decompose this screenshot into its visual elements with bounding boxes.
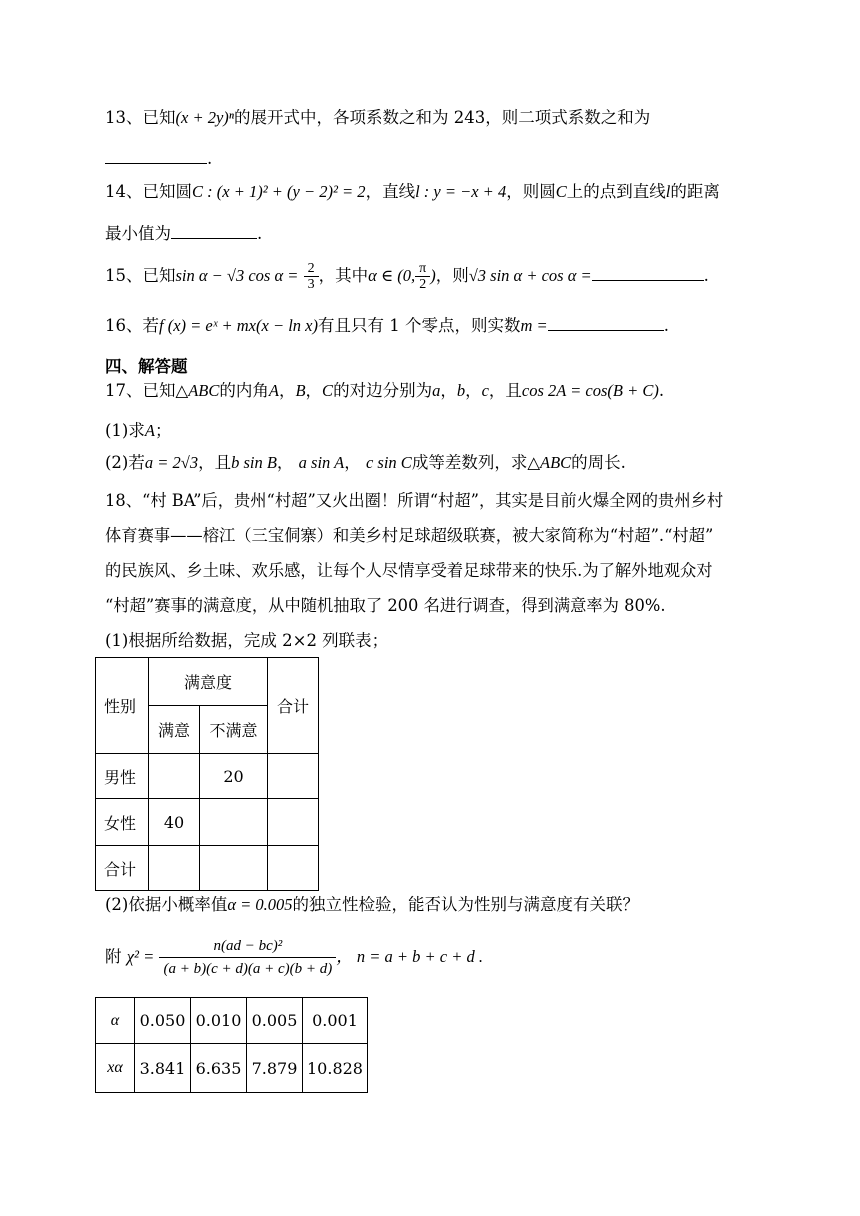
chi-square-fraction: $\frac{\text{n(ad − bc)²}}{(a + b)(c + d)(a + c)(b + d)}$: [159, 935, 336, 980]
q17-condition: cos 2A = cos(B + C): [521, 381, 659, 400]
table-cell[interactable]: [200, 799, 268, 846]
table-row: 男性 20: [96, 754, 319, 799]
q18-part-2: (2)依据小概率值α = 0.005的独立性检验，能否认为性别与满意度有关联？: [105, 895, 640, 914]
table-cell[interactable]: 20: [200, 754, 268, 799]
q18-line-2: 体育赛事——榕江（三宝侗寨）和美乡村足球超级联赛，被大家简称为“村超”.“村超”: [105, 526, 714, 545]
critical-value-table: [95, 997, 368, 1093]
question-14: 14、已知圆C : (x + 1)² + (y − 2)² = 2，直线l : y = −x + 4，则圆C上的点到直线l的距离: [105, 182, 720, 201]
table-row: 女性 40: [96, 799, 319, 846]
header-total: 合计: [268, 658, 319, 754]
header-gender: 性别: [96, 658, 149, 754]
q14-blank[interactable]: [171, 222, 257, 239]
q14-line-2: 最小值为 .: [105, 224, 263, 243]
question-13: [105, 106, 650, 130]
q17-part-1: (1)求A；: [105, 421, 172, 440]
q15-fraction: $\frac{2}{3}$: [304, 261, 319, 292]
question-15: 15、已知sin α − √3 cos α = $\frac{2}{3}$ ，其中α ∈ (0, $\frac{\pi}{2}$ )，则√3 sin α + cos α = .: [105, 261, 709, 292]
q13-prefix: 13、已知: [105, 108, 176, 127]
table-row: xα 3.841 6.635 7.879 10.828: [96, 1044, 368, 1093]
q14-line-equation: l : y = −x + 4: [415, 182, 507, 201]
q18-line-3: 的民族风、乡土味、欢乐感，让每个人尽情享受着足球带来的快乐.为了解外地观众对: [105, 561, 713, 580]
section-heading: 四、解答题: [105, 357, 188, 376]
header-satisfaction: 满意度: [149, 658, 268, 706]
header-satisfied: 满意: [149, 706, 200, 754]
q16-blank[interactable]: [548, 314, 664, 331]
q15-blank[interactable]: [592, 264, 704, 281]
q13-blank[interactable]: [105, 147, 207, 164]
q13-expression: (x + 2y)ⁿ: [175, 108, 234, 127]
table-cell[interactable]: [268, 799, 319, 846]
q15-pi-fraction: $\frac{\pi}{2}$: [415, 261, 430, 292]
table-cell[interactable]: [268, 846, 319, 891]
q13-text: 的展开式中，各项系数之和为 243，则二项式系数之和为: [233, 108, 651, 127]
q18-line-1: 18、“村 BA”后，贵州“村超”又火出圈！所谓“村超”，其实是目前火爆全网的贵州乡村: [105, 491, 724, 510]
header-unsatisfied: 不满意: [200, 706, 268, 754]
q14-circle-equation: C : (x + 1)² + (y − 2)² = 2: [192, 182, 366, 201]
q17-part-2: (2)若a = 2√3，且b sin B， a sin A， c sin C成等差数列，求△ABC的周长.: [105, 453, 626, 472]
table-cell[interactable]: [149, 846, 200, 891]
table-row: 合计: [96, 846, 319, 891]
table-cell[interactable]: [268, 754, 319, 799]
contingency-table: [95, 657, 319, 891]
question-16: 16、若f (x) = eˣ + mx(x − ln x)有且只有 1 个零点，则实数m = .: [105, 316, 669, 335]
table-cell[interactable]: 40: [149, 799, 200, 846]
q16-function: f (x) = eˣ + mx(x − ln x): [159, 316, 318, 335]
q13-answer-line: .: [105, 147, 212, 171]
q18-line-4: “村超”赛事的满意度，从中随机抽取了 200 名进行调查，得到满意率为 80%.: [105, 596, 666, 615]
question-17: 17、已知△ABC的内角A，B，C的对边分别为a，b，c，且cos 2A = cos(B + C).: [105, 381, 665, 400]
chi-square-formula: 附 χ² = $\frac{\text{n(ad − bc)²}}{(a + b)(c + d)(a + c)(b + d)}$ ， n = a + b + c + d .: [105, 932, 483, 982]
table-cell[interactable]: [149, 754, 200, 799]
table-cell[interactable]: [200, 846, 268, 891]
table-row: α 0.050 0.010 0.005 0.001: [96, 998, 368, 1044]
q18-part-1: (1)根据所给数据，完成 2×2 列联表；: [105, 631, 389, 650]
